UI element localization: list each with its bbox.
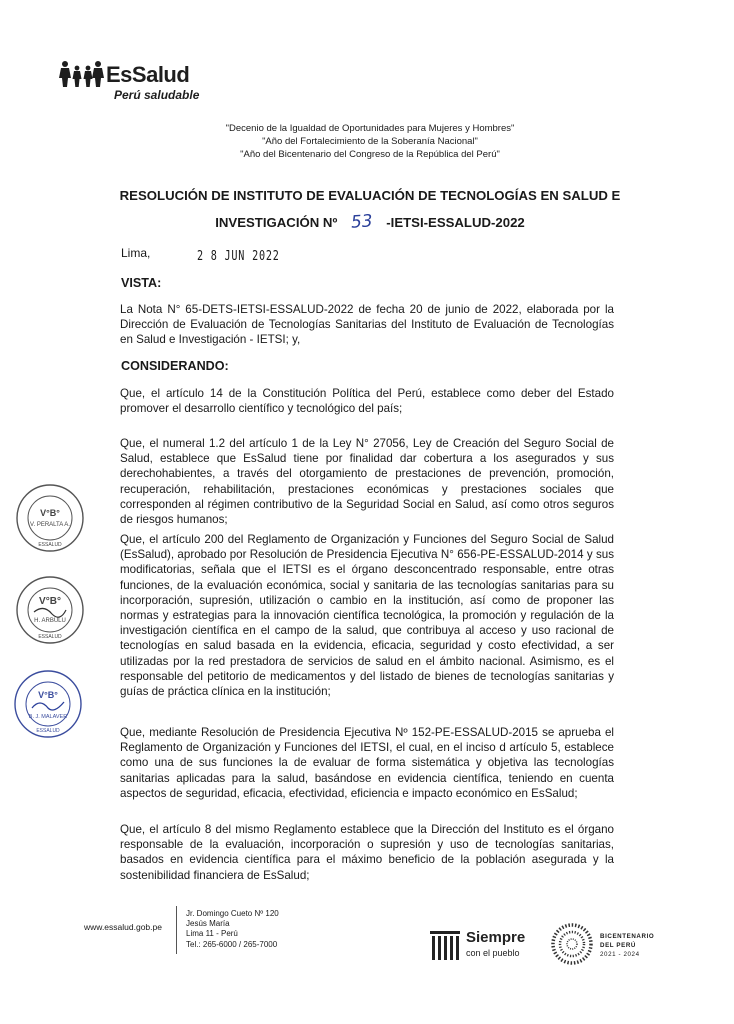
bicentenario-emblem-icon (550, 922, 594, 966)
address-line: Lima 11 - Perú (186, 929, 238, 939)
columns-icon (428, 929, 462, 963)
title-line-2 (100, 209, 640, 236)
decenio-block (120, 122, 620, 161)
address-line: Jr. Domingo Cueto Nº 120 (186, 909, 279, 918)
bicentenario-line: BICENTENARIO (600, 933, 655, 940)
svg-text:ESSALUD: ESSALUD (38, 634, 62, 640)
paragraph-4: Que, mediante Resolución de Presidencia Ejecutiva Nº 152-PE-ESSALUD-2015 se aprueba el Reglamento de Organización y Funciones del IETSI, el cual, en el inciso d artículo 5, establece como una de sus funciones la de evaluar de forma sistemática y objetiva las tecnologías sanitarias aplicadas para la salud, basándose en evidencia científica, teniendo en cuenta aspectos de seguridad, eficacia, efectividad, eficiencia e impacto económico en EsSalud; (120, 726, 614, 800)
title-prefix: INVESTIGACIÓN Nº (215, 215, 338, 230)
svg-text:V°B°: V°B° (39, 596, 61, 607)
vista-heading: VISTA: (121, 276, 162, 290)
vista-text: La Nota N° 65-DETS-IETSI-ESSALUD-2022 de fecha 20 de junio de 2022, elaborada por la Dirección de Evaluación de Tecnologías Sanitarias del Instituto de Evaluación de Tecnologías en Salud e Investigación - IETSI; y, (120, 303, 614, 347)
siempre-text: Siempre (466, 929, 526, 946)
svg-text:ESSALUD: ESSALUD (38, 542, 62, 548)
essalud-logo (58, 58, 218, 108)
title-suffix: -IETSI-ESSALUD-2022 (386, 215, 525, 230)
bicentenario-line: DEL PERÚ (600, 942, 636, 949)
svg-text:V°B°: V°B° (40, 508, 60, 518)
svg-text:V°B°: V°B° (38, 690, 58, 700)
siempre-con-el-pueblo-logo (428, 929, 534, 963)
address-line: Tel.: 265-6000 / 265-7000 (186, 939, 278, 949)
approval-stamp-1 (14, 482, 86, 554)
logo-name: EsSalud (106, 62, 190, 87)
paragraph-2: Que, el numeral 1.2 del artículo 1 de la Ley N° 27056, Ley de Creación del Seguro Social de Salud, establece que EsSalud tiene por finalidad dar cobertura a los asegurados y sus derechohabientes, a través del otorgamiento de prestaciones de prevención, promoción, recuperación, rehabilitación, prestaciones económicas y prestaciones sociales que corresponden al régimen contributivo de la Seguridad Social en Salud, así como otros seguros de riesgos humanos; (120, 437, 614, 527)
footer-address (186, 909, 279, 950)
title-line-1: RESOLUCIÓN DE INSTITUTO DE EVALUACIÓN DE TECNOLOGÍAS EN SALUD E (119, 188, 621, 203)
paragraph-3: Que, el artículo 200 del Reglamento de Organización y Funciones del Seguro Social de Salud (EsSalud), aprobado por Resolución de Presidencia Ejecutiva N° 656-PE-ESSALUD-2014 y sus modificatorias, señala que el IETSI es el órgano desconcentrado responsable, entre otras funciones, de la evaluación económica, social y sanitaria de las tecnologías sanitarias para su incorporación, supresión, utilización o cambio en la institución, así como de proponer las normas y estrategias para la innovación científica tecnológica, la promoción y regulación de la investigación científica en el campo de la salud, que contribuya al acceso y uso racional de tecnologías en salud basada en la evidencia, eficacia, seguridad y costo efectividad, a ser utilizadas por la red prestadora de servicios de salud en el ámbito nacional. Asimismo, es el responsable del petitorio de medicamentos y del listado de bienes de tecnologías sanitarias y guías de práctica clínica en la institución; (120, 533, 614, 699)
logo-tagline: Perú saludable (114, 88, 200, 102)
siempre-subtext: con el pueblo (466, 948, 520, 958)
decenio-line: "Decenio de la Igualdad de Oportunidades para Mujeres y Hombres" (225, 123, 515, 134)
svg-text:B. J. MALAVER: B. J. MALAVER (28, 714, 68, 720)
handwritten-number: 53 (350, 211, 374, 233)
resolution-title (100, 183, 640, 236)
svg-text:V. PERALTA A.: V. PERALTA A. (30, 522, 70, 528)
paragraph-1: Que, el artículo 14 de la Constitución Política del Perú, establece como deber del Estado promover el desarrollo científico y tecnológico del país; (120, 387, 614, 416)
bicentenario-logo (550, 922, 680, 966)
bicentenario-line: 2021 - 2024 (600, 951, 640, 958)
paragraph-5: Que, el artículo 8 del mismo Reglamento establece que la Dirección del Instituto es el órgano responsable de la evaluación, incorporación o supresión y uso de tecnologías sanitarias, basados en evidencia científica para el máximo beneficio de la población asegurada y la sostenibilidad financiera de EsSalud; (120, 823, 614, 882)
footer-divider (176, 906, 177, 954)
footer-url: www.essalud.gob.pe (84, 922, 162, 932)
date-stamp: 2 8 JUN 2022 (197, 249, 280, 264)
decenio-line: "Año del Fortalecimiento de la Soberanía Nacional" (262, 136, 478, 147)
approval-stamp-2 (14, 574, 86, 646)
decenio-line: "Año del Bicentenario del Congreso de la República del Perú" (240, 149, 500, 160)
considerando-heading: CONSIDERANDO: (121, 359, 229, 373)
svg-text:ESSALUD: ESSALUD (36, 728, 60, 734)
address-line: Jesús María (186, 919, 230, 929)
family-figures-icon (58, 60, 104, 88)
svg-text:H. ARBULU: H. ARBULU (34, 618, 66, 624)
place-label: Lima, (121, 246, 151, 260)
approval-stamp-3 (12, 668, 84, 740)
